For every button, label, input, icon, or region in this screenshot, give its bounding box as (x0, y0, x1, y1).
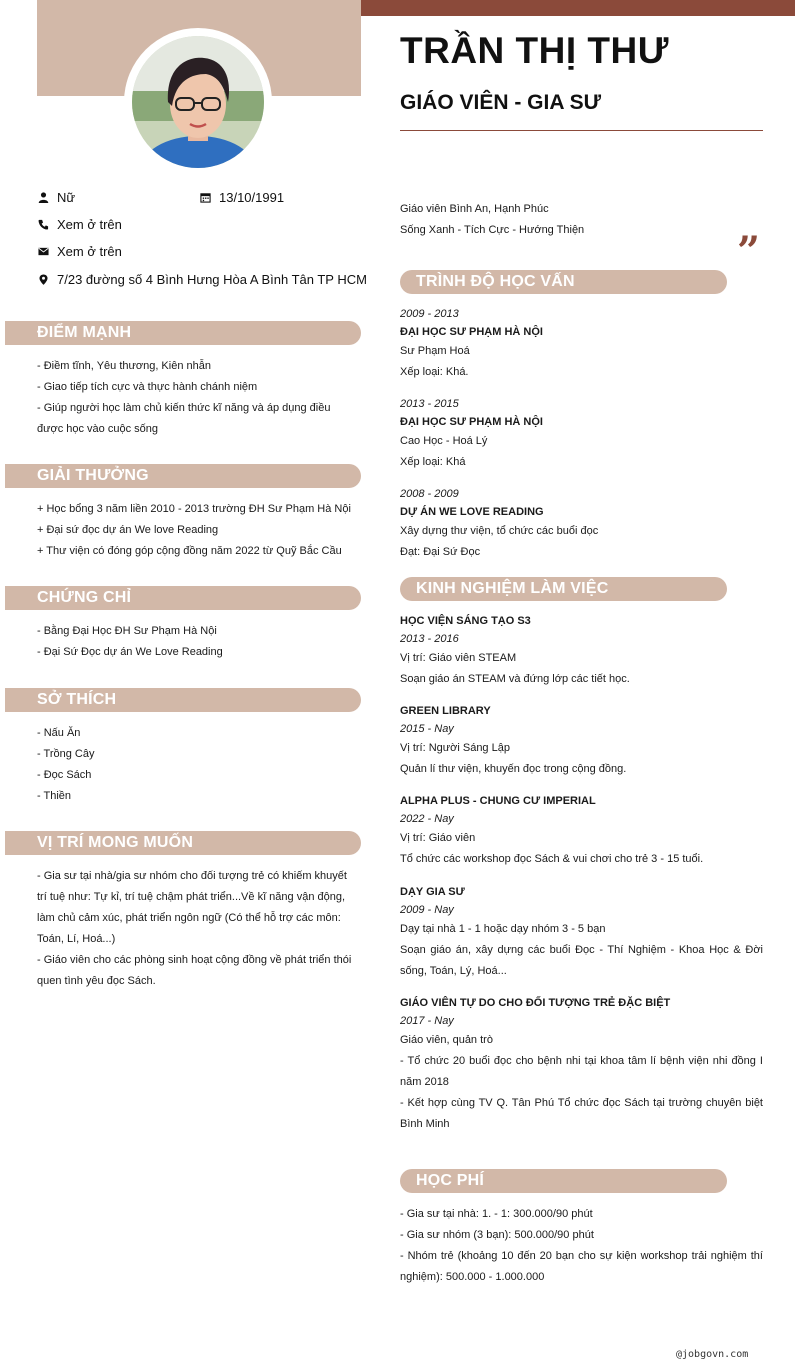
entry-line: - Tổ chức 20 buổi đọc cho bệnh nhi tại khoa tâm lí bệnh viện nhi đồng I năm 2018 (400, 1055, 763, 1088)
entry-line: Soạn giáo án, xây dựng các buổi Đọc - Thí Nghiệm - Khoa Học & Đời sống, Toán, Lý, Hoá... (400, 944, 763, 977)
envelope-icon (37, 246, 49, 258)
list-item: - Đọc Sách (37, 769, 92, 781)
section-title: SỞ THÍCH (37, 691, 117, 708)
certificates-list (37, 621, 359, 663)
title-divider (400, 130, 763, 131)
section-title: TRÌNH ĐỘ HỌC VẤN (416, 273, 575, 290)
entry-org: HỌC VIỆN SÁNG TẠO S3 (400, 615, 531, 627)
desired-position-heading (5, 831, 361, 855)
birthday-row (199, 190, 284, 205)
section-title: GIẢI THƯỞNG (37, 467, 149, 484)
entry-line: Dạy tại nhà 1 - 1 hoặc dạy nhóm 3 - 5 bạn (400, 923, 606, 935)
entry-line: Sư Phạm Hoá (400, 345, 470, 357)
certificates-heading (5, 586, 361, 610)
entry-org: GIÁO VIÊN TỰ DO CHO ĐỐI TƯỢNG TRẺ ĐẶC BIỆT (400, 997, 671, 1009)
email-value: Xem ở trên (57, 244, 122, 259)
education-entry (400, 485, 763, 563)
entry-line: Xếp loại: Khá (400, 456, 466, 468)
gender-row (37, 190, 75, 205)
education-heading (400, 270, 727, 294)
entry-org: GREEN LIBRARY (400, 705, 491, 717)
experience-entry (400, 792, 763, 870)
list-item: - Đại Sứ Đọc dự án We Love Reading (37, 646, 223, 658)
phone-row (37, 217, 122, 232)
section-title: ĐIỂM MẠNH (37, 324, 132, 341)
job-title: GIÁO VIÊN - GIA SƯ (400, 91, 601, 114)
map-pin-icon (37, 274, 49, 286)
entry-line: Tổ chức các workshop đọc Sách & vui chơi cho trẻ 3 - 15 tuổi. (400, 853, 704, 865)
entry-date: 2015 - Nay (400, 723, 454, 735)
footer-watermark: @jobgovn.com (676, 1349, 749, 1360)
intro-line: Sống Xanh - Tích Cực - Hướng Thiện (400, 224, 585, 236)
address-value: 7/23 đường số 4 Bình Hưng Hòa A Bình Tân TP HCM (57, 272, 367, 287)
gender-value: Nữ (57, 190, 76, 205)
hobbies-list (37, 723, 359, 807)
entry-line: - Kết hợp cùng TV Q. Tân Phú Tổ chức đọc Sách tại trường chuyên biệt Bình Minh (400, 1097, 763, 1130)
list-item: - Điềm tĩnh, Yêu thương, Kiên nhẫn (37, 360, 211, 372)
section-title: KINH NGHIỆM LÀM VIỆC (416, 580, 609, 597)
list-item: - Gia sư tại nhà/gia sư nhóm cho đối tượng trẻ có khiếm khuyết trí tuệ như: Tự kỉ, trí tuệ chậm phát triển...Về kĩ năng vận động, làm chủ cảm xúc, phát triển ngôn ngữ (Có thể hỗ trợ các môn: Toán, Lí, Hoá...) (37, 870, 347, 945)
email-row (37, 244, 122, 259)
entry-line: Xây dựng thư viện, tổ chức các buổi đọc (400, 525, 599, 537)
section-title: CHỨNG CHỈ (37, 589, 132, 606)
person-icon (37, 192, 49, 204)
avatar-photo (132, 36, 264, 168)
candidate-name: TRẦN THỊ THƯ (400, 30, 669, 71)
entry-date: 2017 - Nay (400, 1015, 454, 1027)
entry-org: ĐẠI HỌC SƯ PHẠM HÀ NỘI (400, 416, 543, 428)
entry-date: 2013 - 2016 (400, 633, 459, 645)
entry-line: Soạn giáo án STEAM và đứng lớp các tiết học. (400, 673, 630, 685)
intro-line: Giáo viên Bình An, Hạnh Phúc (400, 203, 549, 215)
experience-entry (400, 702, 763, 780)
strengths-list (37, 356, 359, 440)
list-item: + Thư viện có đóng góp cộng đồng năm 2022 từ Quỹ Bắc Cầu (37, 545, 342, 557)
avatar (124, 28, 272, 176)
entry-date: 2008 - 2009 (400, 488, 459, 500)
list-item: - Nhóm trẻ (khoảng 10 đến 20 bạn cho sự kiện workshop trải nghiệm thí nghiệm): 500.000 - 1.000.000 (400, 1250, 763, 1283)
entry-line: Vị trí: Giáo viên STEAM (400, 652, 517, 664)
phone-value: Xem ở trên (57, 217, 122, 232)
experience-entry (400, 994, 763, 1135)
entry-line: Vị trí: Người Sáng Lập (400, 742, 510, 754)
list-item: - Trồng Cây (37, 748, 95, 760)
phone-icon (37, 219, 49, 231)
list-item: - Nấu Ăn (37, 727, 81, 739)
list-item: + Học bổng 3 năm liền 2010 - 2013 trường ĐH Sư Phạm Hà Nội (37, 503, 351, 515)
entry-line: Xếp loại: Khá. (400, 366, 469, 378)
entry-org: ALPHA PLUS - CHUNG CƯ IMPERIAL (400, 795, 596, 807)
strengths-heading (5, 321, 361, 345)
intro-block (400, 199, 760, 241)
fees-heading (400, 1169, 727, 1193)
entry-org: DỰ ÁN WE LOVE READING (400, 506, 544, 518)
fees-list (400, 1204, 763, 1288)
entry-org: DẠY GIA SƯ (400, 886, 465, 898)
experience-heading (400, 577, 727, 601)
entry-line: Cao Học - Hoá Lý (400, 435, 488, 447)
experience-entry (400, 883, 763, 982)
list-item: - Giao tiếp tích cực và thực hành chánh niệm (37, 381, 258, 393)
list-item: - Gia sư tại nhà: 1. - 1: 300.000/90 phút (400, 1208, 593, 1220)
list-item: - Gia sư nhóm (3 bạn): 500.000/90 phút (400, 1229, 594, 1241)
awards-list (37, 499, 359, 562)
entry-line: Giáo viên, quản trò (400, 1034, 493, 1046)
address-row (37, 272, 367, 287)
entry-date: 2022 - Nay (400, 813, 454, 825)
entry-line: Vị trí: Giáo viên (400, 832, 476, 844)
list-item: + Đại sứ đọc dự án We love Reading (37, 524, 219, 536)
list-item: - Giáo viên cho các phòng sinh hoạt cộng đồng về phát triển thói quen tình yêu đọc Sách. (37, 954, 352, 987)
entry-date: 2009 - Nay (400, 904, 454, 916)
entry-date: 2013 - 2015 (400, 398, 459, 410)
education-entry (400, 395, 763, 473)
entry-date: 2009 - 2013 (400, 308, 459, 320)
desired-position-list (37, 866, 359, 992)
experience-entry (400, 612, 763, 690)
entry-org: ĐẠI HỌC SƯ PHẠM HÀ NỘI (400, 326, 543, 338)
list-item: - Giúp người học làm chủ kiến thức kĩ năng và áp dụng điều được học vào cuộc sống (37, 402, 331, 435)
top-accent-bar (361, 0, 795, 16)
quote-icon: ” (737, 228, 761, 275)
entry-line: Quản lí thư viện, khuyến đọc trong cộng đồng. (400, 763, 627, 775)
hobbies-heading (5, 688, 361, 712)
calendar-icon (199, 192, 211, 204)
birthday-value: 13/10/1991 (219, 190, 285, 205)
list-item: - Bằng Đại Học ĐH Sư Phạm Hà Nội (37, 625, 217, 637)
awards-heading (5, 464, 361, 488)
section-title: HỌC PHÍ (416, 1172, 485, 1189)
list-item: - Thiền (37, 790, 72, 802)
section-title: VỊ TRÍ MONG MUỐN (37, 834, 194, 851)
entry-line: Đạt: Đại Sứ Đọc (400, 546, 481, 558)
education-entry (400, 305, 763, 383)
